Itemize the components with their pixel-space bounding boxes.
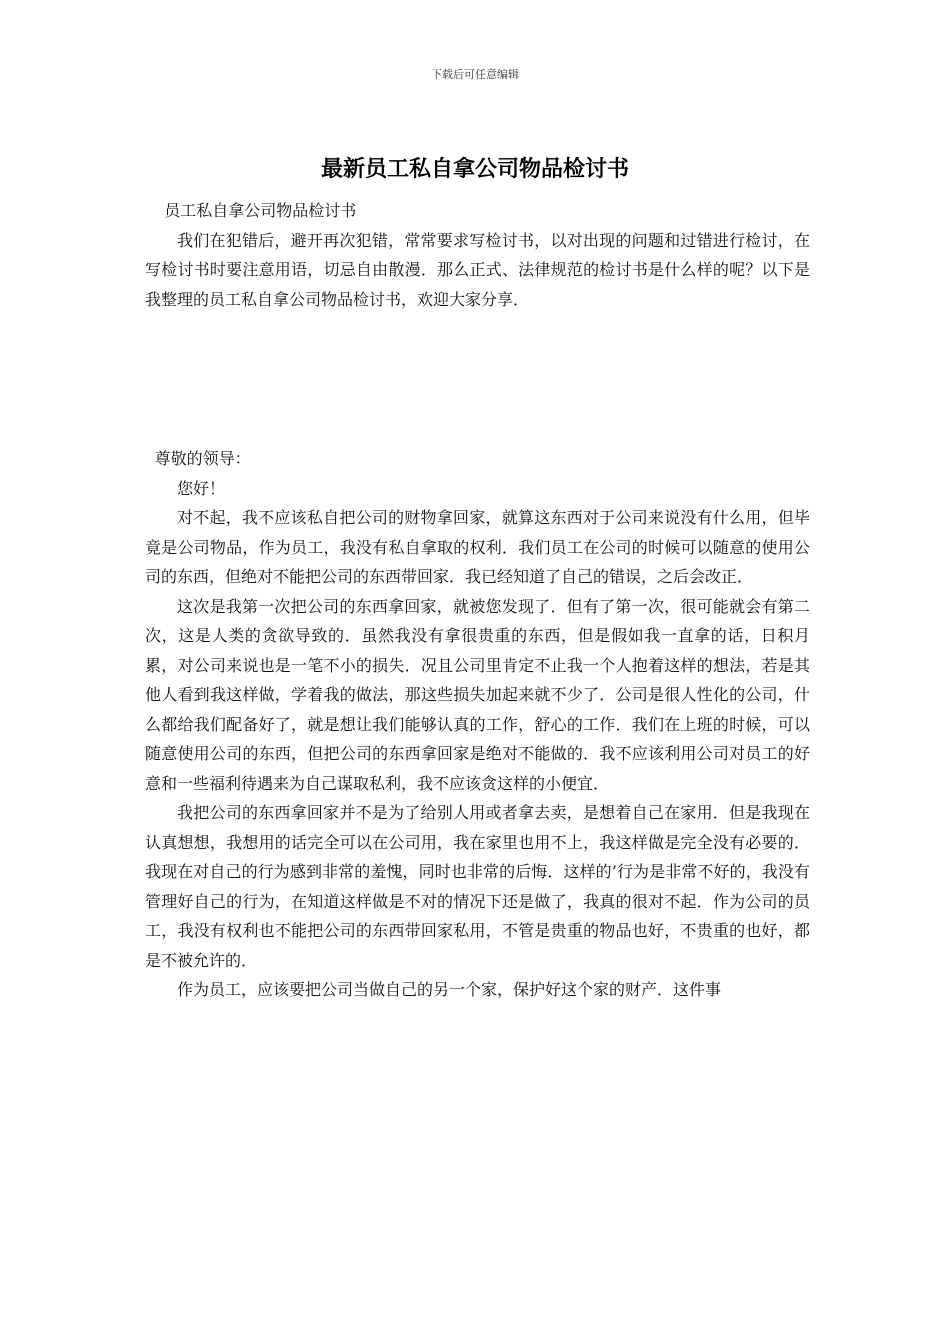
body-paragraph: 这次是我第一次把公司的东西拿回家，就被您发现了．但有了第一次，很可能就会有第二次，这是人类的贪欲导致的．虽然我没有拿很贵重的东西，但是假如我一直拿的话，日积月累，对公司来说也是一笔不小的损失．况且公司里肯定不止我一个人抱着这样的想法，若是其他人看到我这样做，学着我的做法，那这些损失加起来就不少了．公司是很人性化的公司，什么都给我们配备好了，就是想让我们能够认真的工作，舒心的工作．我们在上班的时候，可以随意使用公司的东西，但把公司的东西拿回家是绝对不能做的．我不应该利用公司对员工的好意和一些福利待遇来为自己谋取私利，我不应该贪这样的小便宜．: [145, 596, 810, 793]
body-paragraph: 我把公司的东西拿回家并不是为了给别人用或者拿去卖，是想着自己在家用．但是我现在认真想想，我想用的话完全可以在公司用，我在家里也用不上，我这样做是完全没有必要的．我现在对自己的行为感到非常的羞愧，同时也非常的后悔．这样的’行为是非常不好的，我没有管理好自己的行为，在知道这样做是不对的情况下还是做了，我真的很对不起．作为公司的员工，我没有权利也不能把公司的东西带回家私用，不管是贵重的物品也好，不贵重的也好，都是不被允许的．: [145, 803, 810, 970]
intro-section: [145, 196, 810, 314]
salutation: 尊敬的领导：: [154, 449, 251, 468]
document-title: 最新员工私自拿公司物品检讨书: [320, 156, 629, 182]
letter-body: [145, 444, 810, 1005]
page-header-note: 下载后可任意编辑: [431, 68, 519, 81]
greeting: 您好！: [177, 478, 226, 498]
body-paragraph: 作为员工，应该要把公司当做自己的另一个家，保护好这个家的财产．这件事: [177, 980, 722, 999]
body-paragraph: 对不起，我不应该私自把公司的财物拿回家，就算这东西对于公司来说没有什么用，但毕竟是公司物品，作为员工，我没有私自拿取的权利．我们员工在公司的时候可以随意的使用公司的东西，但绝对不能把公司的东西带回家．我已经知道了自己的错误，之后会改正．: [145, 508, 810, 586]
intro-paragraph: 我们在犯错后，避开再次犯错，常常要求写检讨书，以对出现的问题和过错进行检讨，在写检讨书时要注意用语，切忌自由散漫．那么正式、法律规范的检讨书是什么样的呢？以下是我整理的员工私自拿公司物品检讨书，欢迎大家分享．: [145, 230, 810, 309]
document-subtitle: 员工私自拿公司物品检讨书: [164, 201, 357, 220]
